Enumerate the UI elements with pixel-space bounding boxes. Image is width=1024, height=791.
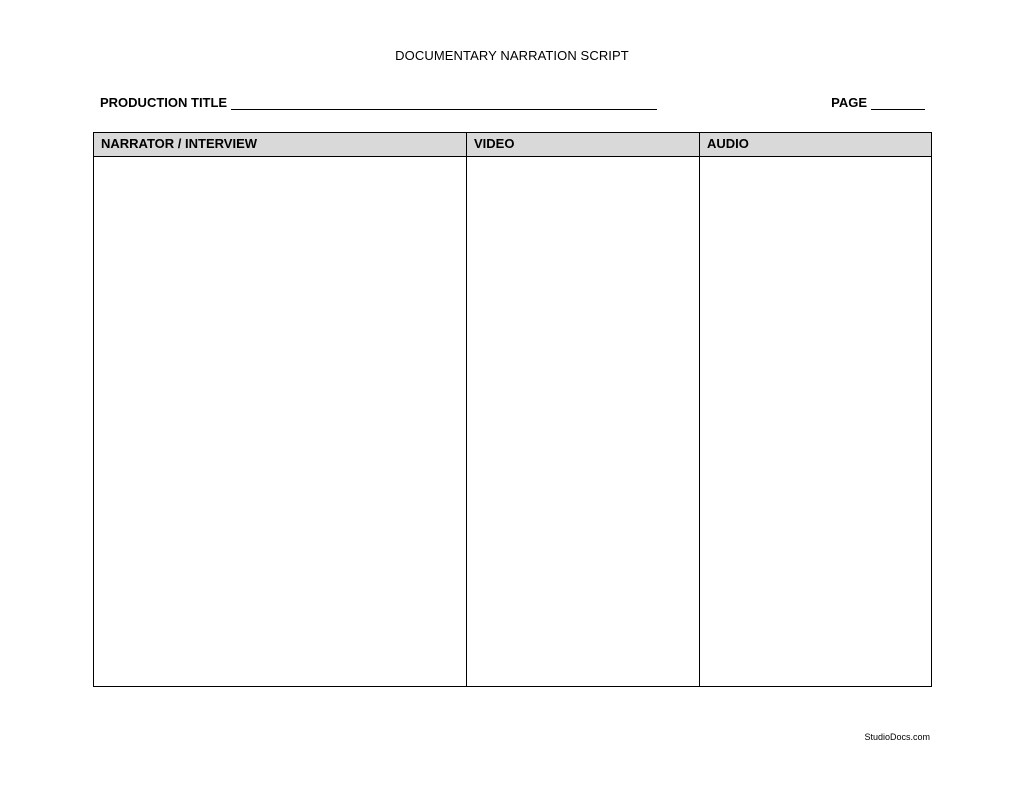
narrator-interview-column (94, 133, 466, 686)
page-number-blank[interactable] (871, 97, 925, 110)
video-header: VIDEO (467, 133, 699, 157)
footer-source: StudioDocs.com (864, 732, 930, 742)
header-fields (100, 95, 925, 113)
narrator-interview-cell[interactable] (94, 157, 466, 686)
page-field (831, 95, 925, 110)
audio-header: AUDIO (700, 133, 931, 157)
production-title-field (100, 95, 657, 110)
script-table (93, 132, 932, 687)
video-column (466, 133, 699, 686)
audio-cell[interactable] (700, 157, 931, 686)
page-label: PAGE (831, 95, 867, 110)
production-title-blank[interactable] (231, 97, 657, 110)
narrator-interview-header: NARRATOR / INTERVIEW (94, 133, 466, 157)
audio-column (699, 133, 931, 686)
video-cell[interactable] (467, 157, 699, 686)
production-title-label: PRODUCTION TITLE (100, 95, 228, 110)
document-title: DOCUMENTARY NARRATION SCRIPT (395, 48, 629, 63)
